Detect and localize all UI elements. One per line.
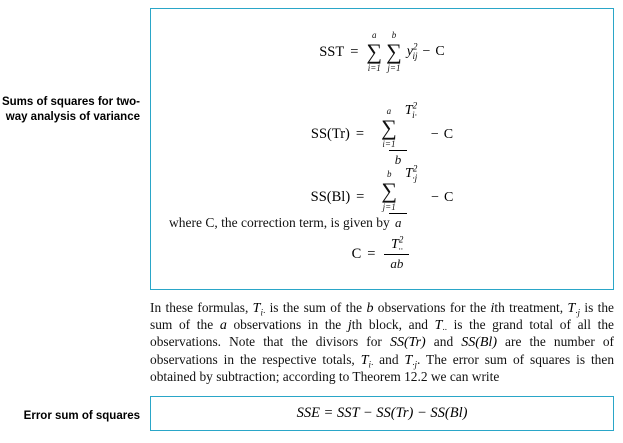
sst-correction: C: [435, 44, 445, 59]
sst-equals: =: [350, 43, 359, 60]
para-part4: th treatment,: [494, 300, 568, 315]
sst-term: [406, 41, 418, 61]
sst-lhs: SST: [319, 43, 345, 60]
formula-sse: SSE = SST − SS(Tr) − SS(Bl): [296, 405, 468, 421]
sst-term-base: y: [406, 44, 413, 59]
para-jth: j: [347, 318, 352, 334]
c-lhs: C: [351, 246, 362, 262]
sstr-t-term: [404, 100, 418, 120]
para-part3: observations for the: [373, 300, 491, 315]
para-ti2: T: [360, 352, 369, 368]
sstr-lhs: SS(Tr): [310, 126, 350, 142]
para-tj: T: [567, 301, 576, 316]
where-line-text: where C, the correction term, is given by: [169, 215, 390, 230]
formula-sstr: [151, 101, 613, 168]
sstr-t-base: T: [404, 103, 413, 118]
ssbl-numerator: [373, 164, 423, 213]
para-part8: is the grand total of all the observations. Note that the divisors for: [150, 317, 614, 350]
para-tj2-sub: ·j: [412, 359, 418, 370]
ssbl-sigma: [381, 170, 397, 212]
margin-label-sums-of-squares: Sums of squares for two-way analysis of variance: [1, 96, 140, 123]
c-equals: =: [367, 246, 376, 262]
explanatory-paragraph: [150, 300, 614, 385]
para-part2: is the sum of the: [265, 300, 367, 315]
ssbl-t-sub: ·j: [412, 172, 418, 183]
sstr-minus: −: [430, 126, 439, 142]
where-line: [169, 215, 390, 231]
sstr-t-sub: i·: [412, 109, 417, 120]
sstr-sigma-lower: i=1: [382, 139, 396, 149]
sst-sigma-j-lower: j=1: [387, 63, 401, 73]
formula-box-sse: [150, 396, 614, 431]
sstr-sigma-upper: a: [386, 106, 392, 116]
sstr-fraction: [373, 101, 423, 168]
ssbl-lhs: SS(Bl): [310, 189, 351, 205]
ssbl-t-sup: 2: [412, 163, 418, 174]
sst-sigma-i-lower: i=1: [367, 63, 381, 73]
para-tj2: T: [404, 352, 413, 368]
margin-label-error-sum-of-squares: Error sum of squares: [23, 410, 140, 422]
sst-sigma-j-upper: b: [391, 30, 397, 40]
para-ti: T: [252, 301, 261, 316]
sst-minus: −: [422, 44, 431, 59]
para-tdd: T: [434, 318, 443, 334]
para-part11: and: [373, 351, 405, 367]
sstr-sigma: [381, 107, 397, 149]
sstr-correction: C: [443, 126, 454, 142]
ssbl-sigma-upper: b: [386, 169, 392, 179]
c-fraction: [384, 234, 409, 272]
ssbl-t-term: [405, 163, 418, 183]
sigma-icon: ∑: [381, 178, 398, 203]
sigma-icon: ∑: [366, 39, 383, 64]
para-part1: In these formulas,: [150, 300, 253, 315]
para-part7: th block, and: [351, 317, 435, 333]
sigma-icon: ∑: [386, 39, 402, 64]
ssbl-minus: −: [431, 189, 439, 205]
formula-correction-term: [151, 234, 613, 272]
sst-sigma-i-upper: a: [372, 30, 377, 40]
c-t-base: T: [391, 237, 399, 252]
sstr-t-sup: 2: [412, 100, 418, 111]
sstr-equals: =: [355, 126, 365, 142]
para-ssbl: SS(Bl): [461, 335, 497, 351]
ssbl-denominator: a: [389, 213, 408, 231]
para-part10: are the number of observations in the respective totals,: [150, 334, 615, 367]
ssbl-t-base: T: [405, 166, 413, 181]
sst-sigma-j: [386, 31, 402, 73]
ssbl-sigma-lower: j=1: [382, 202, 396, 212]
para-a: a: [219, 318, 227, 334]
para-part5: is the sum of the: [150, 300, 614, 333]
para-tdd-sub: ··: [442, 324, 447, 335]
sst-term-sub: ij: [412, 50, 418, 61]
formula-box-main: [150, 8, 614, 290]
sstr-denominator: b: [389, 150, 408, 168]
para-part9: and: [425, 334, 462, 350]
c-denominator: ab: [384, 254, 409, 272]
para-part6: observations in the: [226, 317, 348, 333]
para-ti2-sub: i·: [368, 359, 374, 370]
para-sstr: SS(Tr): [389, 335, 426, 351]
formula-sst: [151, 31, 613, 73]
sst-term-sup: 2: [413, 41, 418, 52]
c-numerator: [385, 234, 409, 254]
c-t-sup: 2: [398, 234, 404, 245]
ssbl-correction: C: [444, 189, 454, 205]
para-b: b: [366, 301, 374, 316]
sstr-numerator: [373, 101, 423, 150]
sst-sigma-i: [366, 31, 382, 73]
sigma-icon: ∑: [381, 115, 397, 140]
para-tj-sub: ·j: [575, 307, 580, 318]
c-t-sub: ··: [398, 243, 403, 254]
para-ith: i: [490, 301, 495, 316]
para-ti-sub: i·: [260, 307, 266, 318]
para-part12: . The error sum of squares is then obtained by subtraction; according to Theorem 12.2 we can write: [150, 351, 615, 384]
ssbl-equals: =: [356, 189, 365, 205]
